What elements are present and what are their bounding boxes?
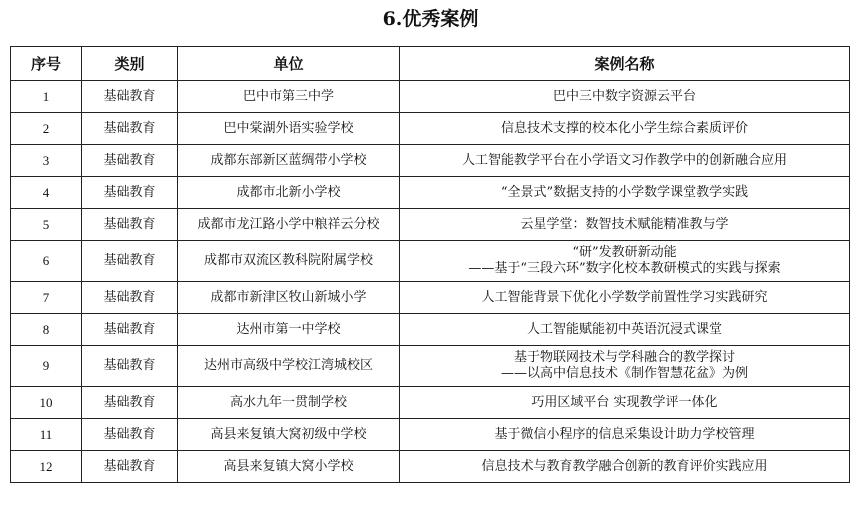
case-name-line: ——以高中信息技术《制作智慧花盆》为例 — [500, 366, 748, 381]
table-row — [11, 387, 850, 419]
cell-case-name — [400, 346, 850, 387]
cell-num: 9 — [11, 346, 82, 387]
cell-category: 基础教育 — [82, 241, 178, 282]
table-body — [11, 81, 850, 483]
cell-unit: 巴中市第三中学 — [178, 81, 400, 113]
case-name-line: “研”发教研新动能 — [572, 245, 677, 260]
cell-unit: 成都市龙江路小学中粮祥云分校 — [178, 209, 400, 241]
case-name-line: 信息技术与教育教学融合创新的教育评价实践应用 — [481, 458, 768, 474]
header-unit: 单位 — [178, 47, 400, 81]
header-case-name: 案例名称 — [400, 47, 850, 81]
cell-num: 4 — [11, 177, 82, 209]
table-row — [11, 314, 850, 346]
cell-num: 6 — [11, 241, 82, 282]
cell-category: 基础教育 — [82, 346, 178, 387]
table-row — [11, 113, 850, 145]
cell-category: 基础教育 — [82, 387, 178, 419]
header-category: 类别 — [82, 47, 178, 81]
cell-category: 基础教育 — [82, 419, 178, 451]
case-name-line: 基于微信小程序的信息采集设计助力学校管理 — [494, 426, 755, 442]
cell-case-name — [400, 282, 850, 314]
cases-table — [10, 46, 850, 483]
table-row — [11, 346, 850, 387]
cell-unit: 高水九年一贯制学校 — [178, 387, 400, 419]
cell-unit: 高县来复镇大窝初级中学校 — [178, 419, 400, 451]
cell-category: 基础教育 — [82, 314, 178, 346]
cell-category: 基础教育 — [82, 209, 178, 241]
cell-num: 10 — [11, 387, 82, 419]
cell-unit: 成都市北新小学校 — [178, 177, 400, 209]
cell-unit: 成都东部新区蓝绸带小学校 — [178, 145, 400, 177]
cell-case-name — [400, 387, 850, 419]
cell-unit: 高县来复镇大窝小学校 — [178, 451, 400, 483]
cell-num: 1 — [11, 81, 82, 113]
cell-unit: 巴中棠湖外语实验学校 — [178, 113, 400, 145]
case-name-line: 基于物联网技术与学科融合的教学探讨 — [513, 350, 735, 365]
case-name-line: 云星学堂：数智技术赋能精准教与学 — [520, 216, 729, 232]
cell-unit: 成都市双流区教科院附属学校 — [178, 241, 400, 282]
cell-category: 基础教育 — [82, 113, 178, 145]
cell-unit: 达州市第一中学校 — [178, 314, 400, 346]
table-row — [11, 419, 850, 451]
cell-category: 基础教育 — [82, 451, 178, 483]
cell-num: 8 — [11, 314, 82, 346]
table-header-row — [11, 47, 850, 81]
cell-num: 3 — [11, 145, 82, 177]
cell-case-name — [400, 419, 850, 451]
cell-case-name — [400, 451, 850, 483]
cell-category: 基础教育 — [82, 177, 178, 209]
case-name-line: 信息技术支撑的校本化小学生综合素质评价 — [500, 120, 748, 136]
table-row — [11, 282, 850, 314]
cell-case-name — [400, 177, 850, 209]
table-row — [11, 241, 850, 282]
case-name-line: 人工智能教学平台在小学语文习作教学中的创新融合应用 — [461, 152, 787, 168]
case-name-line: 巧用区域平台 实现教学评一体化 — [531, 394, 718, 410]
cell-unit: 达州市高级中学校江湾城校区 — [178, 346, 400, 387]
cell-unit: 成都市新津区牧山新城小学 — [178, 282, 400, 314]
case-name-line: 人工智能背景下优化小学数学前置性学习实践研究 — [481, 289, 768, 305]
cell-category: 基础教育 — [82, 145, 178, 177]
cell-category: 基础教育 — [82, 282, 178, 314]
header-num: 序号 — [11, 47, 82, 81]
cell-category: 基础教育 — [82, 81, 178, 113]
case-name-line: ——基于“三段六环”数字化校本教研模式的实践与探索 — [468, 261, 781, 276]
cell-num: 12 — [11, 451, 82, 483]
cell-num: 11 — [11, 419, 82, 451]
table-row — [11, 145, 850, 177]
table-row — [11, 451, 850, 483]
table-row — [11, 81, 850, 113]
cell-num: 7 — [11, 282, 82, 314]
cell-num: 5 — [11, 209, 82, 241]
cell-case-name — [400, 113, 850, 145]
page-title: 6.优秀案例 — [382, 8, 479, 30]
cell-case-name — [400, 209, 850, 241]
cell-case-name — [400, 241, 850, 282]
cell-num: 2 — [11, 113, 82, 145]
cell-case-name — [400, 81, 850, 113]
table-row — [11, 209, 850, 241]
case-name-line: “全景式”数据支持的小学数学课堂教学实践 — [500, 184, 749, 200]
cell-case-name — [400, 145, 850, 177]
table-row — [11, 177, 850, 209]
cell-case-name — [400, 314, 850, 346]
case-name-line: 人工智能赋能初中英语沉浸式课堂 — [526, 321, 722, 337]
case-name-line: 巴中三中数字资源云平台 — [552, 88, 696, 104]
